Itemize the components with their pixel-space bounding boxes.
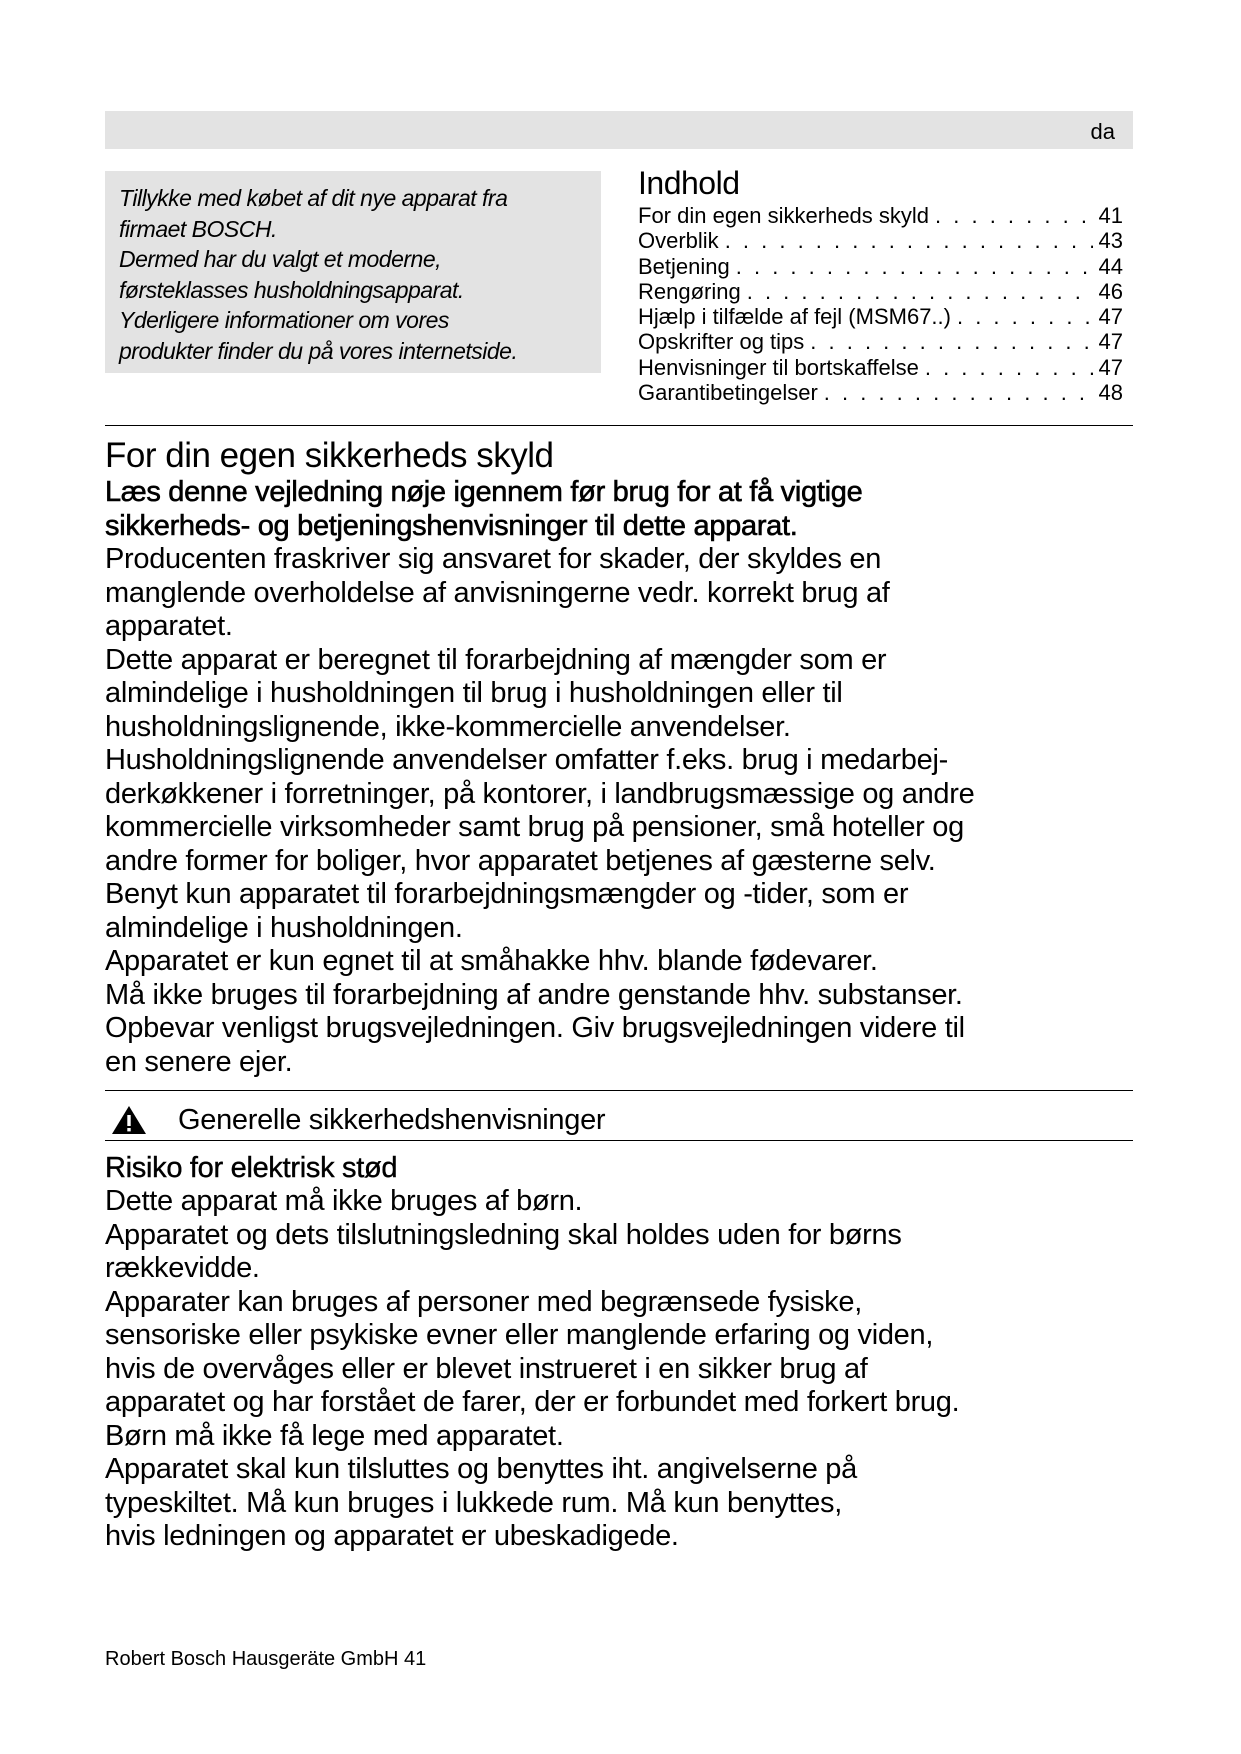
body-line: Må ikke bruges til forarbejdning af andre genstande hhv. substanser. <box>105 978 963 1011</box>
body-line: Dette apparat er beregnet til forarbejdning af mængder som er <box>105 643 887 676</box>
toc-leader <box>957 304 1093 329</box>
toc-item-page: 41 <box>1098 203 1123 228</box>
risk-line: hvis ledningen og apparatet er ubeskadigede. <box>105 1520 679 1552</box>
body-line: Husholdningslignende anvendelser omfatter f.eks. brug i medarbej- <box>105 744 948 776</box>
intro-line: Dermed har du valgt et moderne, <box>119 246 442 272</box>
toc-title: Indhold <box>638 165 740 201</box>
toc-item-page: 48 <box>1098 380 1123 406</box>
risk-line: rækkevidde. <box>105 1252 260 1284</box>
intro-line: Tillykke med købet af dit nye apparat fra <box>119 185 508 211</box>
toc-item-page: 47 <box>1098 354 1123 380</box>
body-line: kommercielle virksomheder samt brug på pensioner, små hoteller og <box>105 811 964 843</box>
lead-line: sikkerheds- og betjeningshenvisninger til dette apparat. <box>105 509 798 542</box>
risk-line: Dette apparat må ikke bruges af børn. <box>105 1185 583 1217</box>
risk-title: Risiko for elektrisk stød <box>105 1152 398 1184</box>
safety-section <box>105 436 1145 1079</box>
section-divider <box>105 1090 1133 1091</box>
toc-item-label: Betjening <box>638 253 730 279</box>
intro-text <box>105 171 601 366</box>
body-line: apparatet. <box>105 610 233 642</box>
lead-paragraph <box>105 476 1145 543</box>
toc-leader <box>925 355 1093 380</box>
section-divider <box>105 1140 1133 1141</box>
toc-leader <box>810 329 1092 354</box>
toc-item-page: 46 <box>1098 278 1123 304</box>
language-code: da <box>1090 119 1115 144</box>
general-heading-text: Generelle sikkerhedshenvisninger <box>178 1103 606 1136</box>
risk-line: apparatet og har forstået de farer, der er forbundet med forkert brug. <box>105 1386 960 1418</box>
intro-line: Yderligere informationer om vores <box>119 307 449 333</box>
toc-item[interactable] <box>638 355 1123 380</box>
risk-line: Børn må ikke få lege med apparatet. <box>105 1419 564 1452</box>
risk-line: sensoriske eller psykiske evner eller manglende erfaring og viden, <box>105 1319 934 1351</box>
body-line: husholdningslignende, ikke-kommercielle anvendelser. <box>105 710 791 743</box>
intro-line: førsteklasses husholdningsapparat. <box>119 276 464 303</box>
body-line: en senere ejer. <box>105 1045 293 1078</box>
risk-line: hvis de overvåges eller er blevet instrueret i en sikker brug af <box>105 1352 868 1385</box>
toc-leader <box>824 380 1093 405</box>
toc-leader <box>725 228 1093 253</box>
toc-leader <box>747 279 1093 304</box>
section-title: For din egen sikkerheds skyld <box>105 436 554 475</box>
body-line: manglende overholdelse af anvisningerne vedr. korrekt brug af <box>105 576 890 609</box>
toc-item[interactable] <box>638 304 1123 329</box>
body-line: Apparatet er kun egnet til at småhakke hhv. blande fødevarer. <box>105 945 878 977</box>
toc-item-page: 47 <box>1098 329 1123 355</box>
toc-item-label: Rengøring <box>638 278 741 304</box>
intro-box <box>105 171 601 373</box>
intro-line: produkter finder du på vores internetside. <box>119 337 518 364</box>
toc-item-label: For din egen sikkerheds skyld <box>638 203 930 228</box>
toc-item[interactable] <box>638 254 1123 279</box>
body-line: derkøkkener i forretninger, på kontorer, i landbrugsmæssige og andre <box>105 777 975 810</box>
toc-item-label: Hjælp i tilfælde af fejl (MSM67..) <box>638 304 951 330</box>
warning-icon <box>110 1104 148 1136</box>
body-line: andre former for boliger, hvor apparatet betjenes af gæsterne selv. <box>105 844 936 877</box>
toc-item-page: 43 <box>1098 228 1123 254</box>
toc-list <box>638 203 1123 405</box>
toc-leader <box>736 254 1093 279</box>
risk-paragraph <box>105 1185 1145 1554</box>
general-safety-heading <box>105 1098 1133 1142</box>
toc-item-page: 44 <box>1098 253 1123 279</box>
toc-item[interactable] <box>638 380 1123 405</box>
body-line: Opbevar venligst brugsvejledningen. Giv brugsvejledningen videre til <box>105 1012 965 1044</box>
toc-item-label: Garantibetingelser <box>638 380 818 406</box>
risk-line: Apparatet og dets tilslutningsledning skal holdes uden for børns <box>105 1218 902 1251</box>
table-of-contents <box>638 163 1123 405</box>
page-footer: Robert Bosch Hausgeräte GmbH 41 <box>105 1648 427 1670</box>
risk-line: typeskiltet. Må kun bruges i lukkede rum. Må kun benyttes, <box>105 1486 842 1519</box>
intro-line: firmaet BOSCH. <box>119 215 277 242</box>
body-paragraph <box>105 543 1145 1079</box>
toc-leader <box>935 203 1092 228</box>
toc-item[interactable] <box>638 279 1123 304</box>
body-line: almindelige i husholdningen. <box>105 911 463 944</box>
body-line: Benyt kun apparatet til forarbejdningsmængder og -tider, som er <box>105 878 909 910</box>
toc-item[interactable] <box>638 203 1123 228</box>
language-bar <box>105 111 1133 149</box>
toc-item-label: Overblik <box>638 228 719 254</box>
lead-line: Læs denne vejledning nøje igennem før brug for at få vigtige <box>105 476 863 508</box>
toc-item-label: Opskrifter og tips <box>638 329 805 355</box>
body-line: almindelige i husholdningen til brug i husholdningen eller til <box>105 677 843 709</box>
toc-item[interactable] <box>638 329 1123 354</box>
body-line: Producenten fraskriver sig ansvaret for skader, der skyldes en <box>105 543 882 575</box>
risk-line: Apparatet skal kun tilsluttes og benyttes iht. angivelserne på <box>105 1453 857 1485</box>
electric-shock-section <box>105 1151 1145 1554</box>
toc-item-page: 47 <box>1098 304 1123 330</box>
toc-item[interactable] <box>638 228 1123 253</box>
risk-line: Apparater kan bruges af personer med begrænsede fysiske, <box>105 1285 862 1318</box>
section-divider <box>105 425 1133 426</box>
toc-item-label: Henvisninger til bortskaffelse <box>638 354 919 380</box>
